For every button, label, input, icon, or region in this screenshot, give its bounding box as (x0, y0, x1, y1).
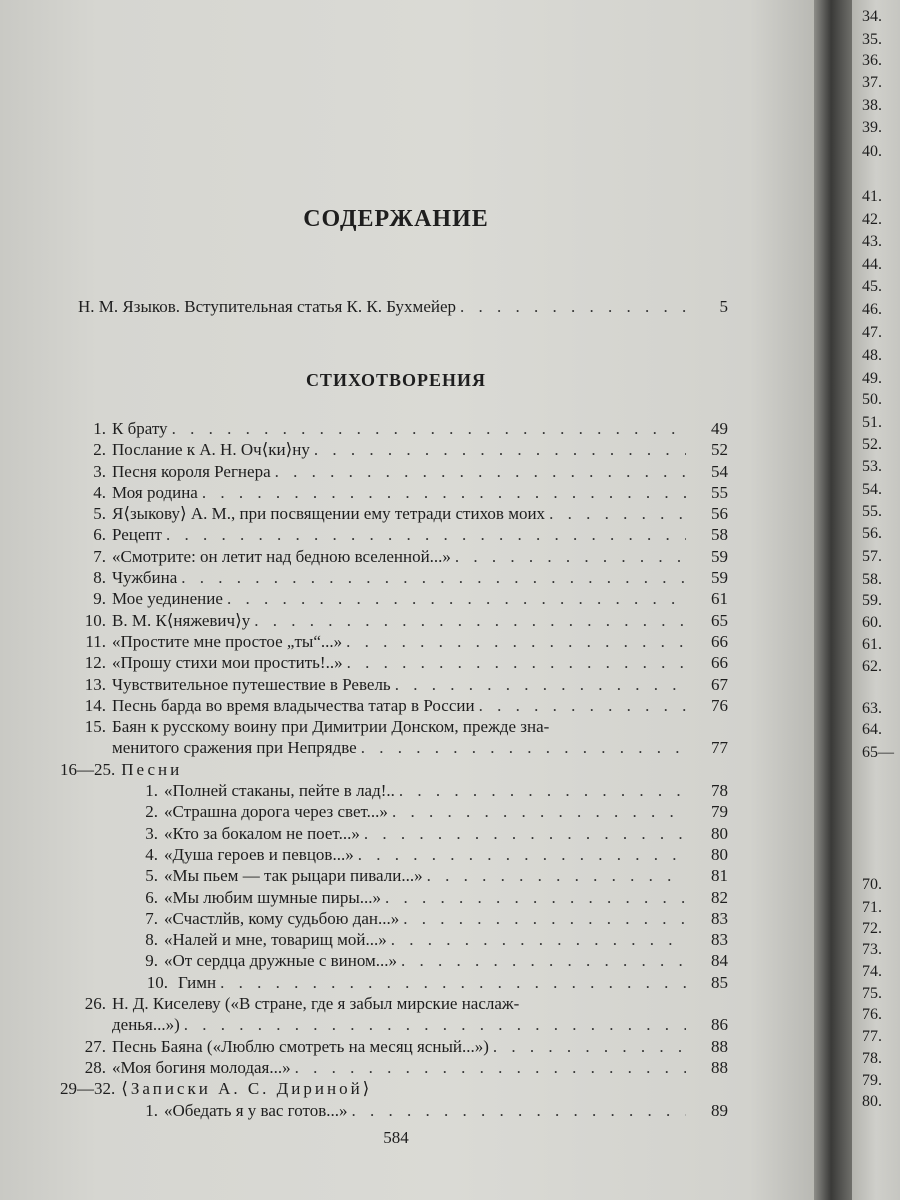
facing-entry-number: 59. (862, 592, 882, 609)
entry-number: 2. (93, 440, 106, 460)
leader-dots (493, 1036, 686, 1057)
entry-page-number: 66 (711, 653, 728, 673)
entry-title: Моя родина (112, 482, 198, 502)
entry-number: 3. (93, 461, 106, 481)
facing-entry-number: 58. (862, 571, 882, 588)
entry-title: «От сердца дружные с вином...» (164, 951, 398, 971)
intro-title: Н. М. Языков. Вступительная статья К. К. Бухмейер (78, 297, 457, 316)
leader-dots (220, 972, 686, 993)
facing-entry-number: 57. (862, 548, 882, 565)
entry-number: 3. (145, 823, 158, 843)
entry-title: Чувствительное путешествие в Ревель (112, 674, 391, 694)
toc-entry (60, 461, 728, 482)
entry-title: «Смотрите: он летит над бедною вселенной...» (112, 546, 451, 566)
entry-title: «Обедать я у вас готов...» (164, 1100, 348, 1120)
toc-entry (60, 674, 728, 695)
toc-entry (60, 567, 728, 588)
facing-entry-number: 54. (862, 481, 882, 498)
toc-entry (60, 503, 728, 524)
facing-entry-number: 53. (862, 458, 882, 475)
toc-list (60, 418, 728, 1121)
entry-title: Песни (121, 759, 183, 779)
entry-title: «Налей и мне, товарищ мой...» (164, 930, 387, 950)
entry-title: Песня короля Регнера (112, 461, 271, 481)
entry-title: Я⟨зыкову⟩ А. М., при посвящении ему тетради стихов моих (112, 504, 546, 524)
toc-entry (60, 1014, 728, 1035)
entry-title-continuation: менитого сражения при Непрядве (112, 738, 357, 758)
toc-entry (60, 631, 728, 652)
toc-entry (60, 652, 728, 673)
entry-title: Баян к русскому воину при Димитрии Донском, прежде зна- (112, 717, 550, 737)
entry-number: 15. (84, 717, 106, 737)
entry-number: 6. (93, 525, 106, 545)
entry-title-continuation: денья...») (112, 1015, 180, 1035)
facing-entry-number: 73. (862, 941, 882, 958)
entry-page-number: 83 (711, 908, 728, 928)
toc-entry (60, 1036, 728, 1057)
leader-dots (254, 610, 686, 631)
toc-entry (60, 439, 728, 460)
facing-entry-number: 80. (862, 1093, 882, 1110)
entry-number: 5. (93, 504, 106, 524)
toc-entry (60, 844, 728, 865)
toc-entry (60, 993, 728, 1014)
entry-page-number: 54 (711, 461, 728, 481)
entry-number: 9. (145, 951, 158, 971)
leader-dots (202, 482, 686, 503)
entry-page-number: 49 (711, 419, 728, 438)
facing-entry-number: 75. (862, 985, 882, 1002)
entry-page-number: 59 (711, 546, 728, 566)
entry-page-number: 52 (711, 440, 728, 460)
entry-title: «Простите мне простое „ты“...» (112, 631, 343, 651)
facing-entry-number: 42. (862, 211, 882, 228)
entry-title: Мое уединение (112, 589, 223, 609)
leader-dots (314, 439, 686, 460)
leader-dots (395, 674, 686, 695)
leader-dots (166, 524, 686, 545)
leader-dots (399, 780, 686, 801)
toc-entry (60, 1057, 728, 1078)
entry-page-number: 86 (711, 1015, 728, 1035)
entry-number: 1. (93, 419, 106, 438)
leader-dots (455, 546, 686, 567)
entry-page-number: 56 (711, 504, 728, 524)
facing-entry-number: 74. (862, 963, 882, 980)
facing-entry-number: 38. (862, 97, 882, 114)
entry-title: Рецепт (112, 525, 162, 545)
entry-number: 26. (84, 994, 106, 1014)
entry-number: 8. (145, 930, 158, 950)
leader-dots (181, 567, 686, 588)
facing-entry-number: 45. (862, 278, 882, 295)
entry-title: Песнь Баяна («Люблю смотреть на месяц ясный...») (112, 1036, 489, 1056)
entry-page-number: 76 (711, 695, 728, 715)
leader-dots (346, 631, 686, 652)
facing-entry-number: 47. (862, 324, 882, 341)
toc-entry (60, 887, 728, 908)
entry-page-number: 67 (711, 674, 728, 694)
toc-entry (60, 908, 728, 929)
entry-title: В. М. К⟨няжевич⟩у (112, 610, 251, 630)
entry-title: «Счастлйв, кому судьбою дан...» (164, 908, 400, 928)
entry-number: 16—25. (60, 759, 116, 779)
toc-entry (60, 418, 728, 439)
entry-title: «Моя богиня молодая...» (112, 1057, 291, 1077)
entry-number: 1. (145, 1100, 158, 1120)
facing-entry-number: 65— (862, 744, 894, 761)
entry-number: 13. (84, 674, 106, 694)
entry-title: Н. Д. Киселеву («В стране, где я забыл мирские наслаж- (112, 994, 520, 1014)
toc-entry (60, 950, 728, 971)
entry-page-number: 85 (711, 972, 728, 992)
facing-entry-number: 48. (862, 347, 882, 364)
entry-number: 28. (84, 1057, 106, 1077)
entry-title: «Душа героев и певцов...» (164, 844, 354, 864)
toc-entry (60, 482, 728, 503)
toc-entry (60, 972, 728, 993)
entry-page-number: 79 (711, 802, 728, 822)
facing-entry-number: 70. (862, 876, 882, 893)
toc-entry (60, 524, 728, 545)
facing-entry-number: 77. (862, 1028, 882, 1045)
leader-dots (403, 908, 686, 929)
entry-number: 29—32. (60, 1079, 116, 1099)
entry-page-number: 84 (711, 951, 728, 971)
book-gutter (814, 0, 852, 1200)
entry-title: Послание к А. Н. Оч⟨ки⟩ну (112, 440, 310, 460)
toc-entry (60, 716, 728, 737)
leader-dots (172, 418, 686, 439)
facing-entry-number: 36. (862, 52, 882, 69)
entry-number: 12. (84, 653, 106, 673)
entry-number: 2. (145, 802, 158, 822)
leader-dots (391, 929, 686, 950)
entry-title: «Кто за бокалом не поет...» (164, 823, 360, 843)
leader-dots (392, 801, 686, 822)
entry-page-number: 65 (711, 610, 728, 630)
toc-entry (60, 1078, 728, 1099)
leader-dots (427, 865, 686, 886)
facing-entry-number: 49. (862, 370, 882, 387)
entry-title: ⟨Записки А. С. Дириной⟩ (121, 1079, 373, 1099)
contents-heading: СОДЕРЖАНИЕ (303, 206, 489, 232)
entry-number: 5. (145, 866, 158, 886)
section-heading: СТИХОТВОРЕНИЯ (305, 370, 487, 390)
entry-title: Гимн (178, 972, 217, 992)
facing-entry-number: 46. (862, 301, 882, 318)
facing-entry-number: 56. (862, 525, 882, 542)
facing-entry-number: 41. (862, 188, 882, 205)
facing-entry-number: 63. (862, 700, 882, 717)
toc-entry (60, 801, 728, 822)
intro-page-number: 5 (719, 297, 728, 316)
entry-page-number: 89 (711, 1100, 728, 1120)
entry-number: 4. (145, 844, 158, 864)
entry-page-number: 80 (711, 823, 728, 843)
toc-entry (60, 759, 728, 780)
facing-entry-number: 79. (862, 1072, 882, 1089)
facing-entry-number: 61. (862, 636, 882, 653)
entry-page-number: 55 (711, 482, 728, 502)
entry-title: «Мы любим шумные пиры...» (164, 887, 382, 907)
facing-entry-number: 62. (862, 658, 882, 675)
leader-dots (385, 887, 686, 908)
leader-dots (549, 503, 686, 524)
entry-title: «Прошу стихи мои простить!..» (112, 653, 343, 673)
page-folio: 584 (383, 1128, 409, 1147)
facing-entry-number: 43. (862, 233, 882, 250)
entry-title: «Полней стаканы, пейте в лад!.. (164, 781, 395, 801)
facing-entry-number: 71. (862, 899, 882, 916)
entry-page-number: 66 (711, 631, 728, 651)
facing-entry-number: 64. (862, 721, 882, 738)
entry-number: 9. (93, 589, 106, 609)
leader-dots (358, 844, 686, 865)
entry-page-number: 78 (711, 781, 728, 801)
entry-number: 27. (84, 1036, 106, 1056)
facing-entry-number: 37. (862, 74, 882, 91)
facing-entry-number: 40. (862, 143, 882, 160)
entry-number: 14. (84, 695, 106, 715)
facing-entry-number: 50. (862, 391, 882, 408)
entry-title: «Мы пьем — так рыцари пивали...» (164, 866, 423, 886)
entry-page-number: 83 (711, 930, 728, 950)
facing-entry-number: 72. (862, 920, 882, 937)
entry-page-number: 82 (711, 887, 728, 907)
toc-entry (60, 1100, 728, 1121)
entry-number: 1. (145, 781, 158, 801)
facing-entry-number: 34. (862, 8, 882, 25)
entry-page-number: 77 (711, 738, 728, 758)
entry-number: 10. (84, 610, 106, 630)
leader-dots (460, 297, 686, 317)
entry-page-number: 61 (711, 589, 728, 609)
leader-dots (479, 695, 686, 716)
toc-entry (60, 823, 728, 844)
entry-page-number: 58 (711, 525, 728, 545)
leader-dots (401, 950, 686, 971)
facing-entry-number: 76. (862, 1006, 882, 1023)
facing-entry-number: 78. (862, 1050, 882, 1067)
facing-page-edge (852, 0, 900, 1200)
entry-title: Чужбина (112, 568, 178, 588)
toc-entry (60, 737, 728, 758)
entry-page-number: 81 (711, 866, 728, 886)
leader-dots (361, 737, 686, 758)
entry-title: «Страшна дорога через свет...» (164, 802, 388, 822)
toc-entry (60, 695, 728, 716)
entry-page-number: 59 (711, 568, 728, 588)
leader-dots (351, 1100, 686, 1121)
toc-entry (60, 546, 728, 567)
entry-title: Песнь барда во время владычества татар в России (112, 695, 475, 715)
toc-intro-entry (78, 297, 728, 323)
facing-entry-number: 60. (862, 614, 882, 631)
entry-number: 6. (145, 887, 158, 907)
toc-entry (60, 780, 728, 801)
toc-entry (60, 865, 728, 886)
facing-entry-number: 39. (862, 119, 882, 136)
entry-page-number: 80 (711, 844, 728, 864)
toc-entry (60, 610, 728, 631)
entry-number: 4. (93, 482, 106, 502)
toc-entry (60, 588, 728, 609)
entry-number: 10. (146, 972, 168, 992)
entry-title: К брату (112, 419, 168, 438)
leader-dots (295, 1057, 686, 1078)
leader-dots (347, 652, 686, 673)
entry-number: 8. (93, 568, 106, 588)
toc-entry (60, 929, 728, 950)
entry-page-number: 88 (711, 1057, 728, 1077)
facing-entry-number: 35. (862, 31, 882, 48)
facing-entry-number: 55. (862, 503, 882, 520)
facing-entry-number: 52. (862, 436, 882, 453)
leader-dots (184, 1014, 686, 1035)
leader-dots (364, 823, 686, 844)
facing-entry-number: 51. (862, 414, 882, 431)
entry-number: 11. (85, 631, 106, 651)
leader-dots (275, 461, 686, 482)
entry-page-number: 88 (711, 1036, 728, 1056)
entry-number: 7. (93, 546, 106, 566)
entry-number: 7. (145, 908, 158, 928)
facing-entry-number: 44. (862, 256, 882, 273)
leader-dots (227, 588, 686, 609)
